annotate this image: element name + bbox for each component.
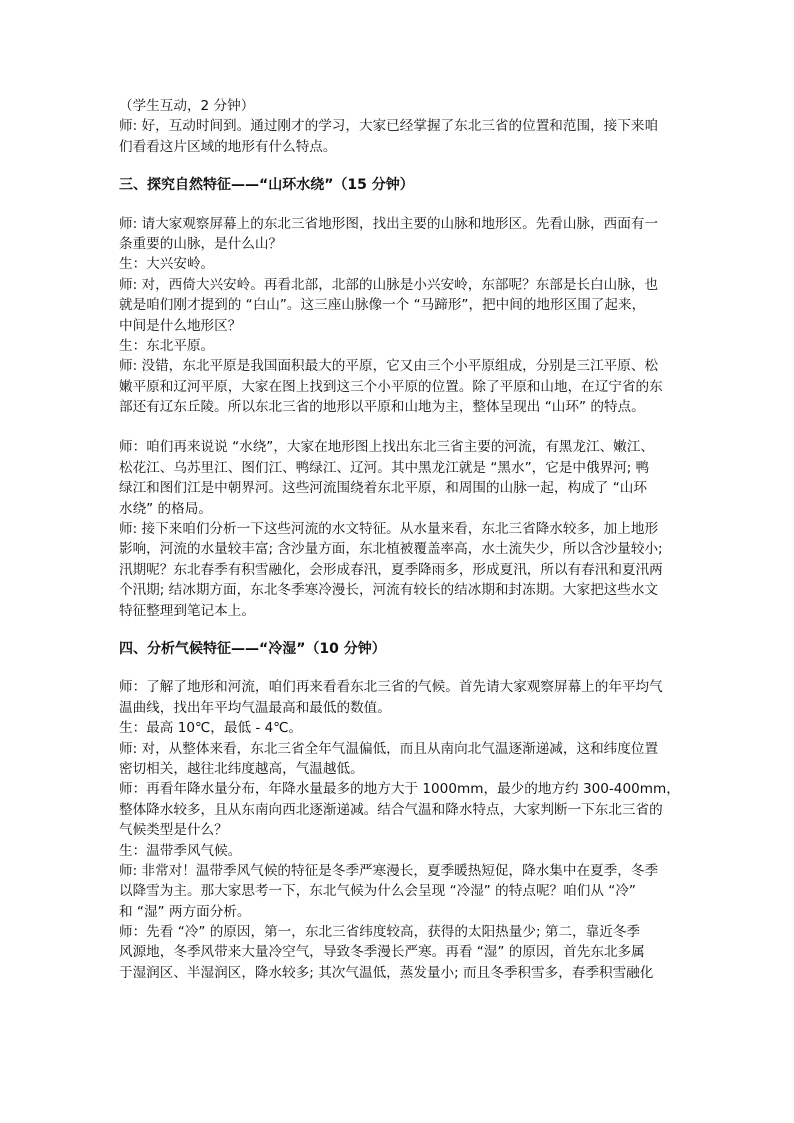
- text-line: 松花江、乌苏里江、图们江、鸭绿江、辽河。其中黑龙江就是 “黑水”，它是中俄界河; 鸭: [119, 459, 650, 476]
- text-line: 气候类型是什么？: [119, 822, 228, 839]
- text-line: 温曲线，找出年平均气温最高和最低的数值。: [119, 699, 391, 716]
- text-line: 密切相关，越往北纬度越高，气温越低。: [119, 760, 364, 777]
- text-line: 中间是什么地形区？: [119, 317, 242, 334]
- text-line: 师：咱们再来说说 “水绕”，大家在地形图上找出东北三省主要的河流，有黑龙江、嫩江、: [119, 439, 654, 456]
- spacer: [119, 196, 679, 214]
- text-line: 师: 好，互动时间到。通过刚才的学习，大家已经掌握了东北三省的位置和范围，接下来咱: [119, 118, 659, 135]
- spacer: [119, 659, 679, 677]
- text-line: 师: 没错，东北平原是我国面积最大的平原，它又由三个小平原组成，分别是三江平原、松: [119, 358, 659, 375]
- text-line: 生：最高 10℃，最低 - 4℃。: [119, 720, 303, 737]
- text-line: 师：了解了地形和河流，咱们再来看看东北三省的气候。首先请大家观察屏幕上的年平均气: [119, 679, 663, 696]
- text-line: 于湿润区、半湿润区，降水较多; 其次气温低，蒸发量小; 而且冬季积雪多，春季积雪融化: [119, 964, 654, 981]
- intro-paragraph: [119, 96, 679, 157]
- text-line: 绿江和图们江是中朝界河。这些河流围绕着东北平原，和周围的山脉一起，构成了 “山环: [119, 480, 647, 497]
- spacer: [119, 157, 679, 175]
- text-line: 师: 对，西倚大兴安岭。再看北部，北部的山脉是小兴安岭，东部呢？东部是长白山脉，也: [119, 276, 659, 293]
- text-line: 就是咱们刚才提到的 “白山”。这三座山脉像一个 “马蹄形”，把中间的地形区围了起来，: [119, 297, 646, 314]
- text-line: 生：温带季风气候。: [119, 842, 242, 859]
- document-page: [119, 96, 679, 983]
- text-line: 嫩平原和辽河平原，大家在图上找到这三个小平原的位置。除了平原和山地，在辽宁省的东: [119, 378, 663, 395]
- text-line: （学生互动，2 分钟）: [119, 98, 255, 114]
- text-line: 部还有辽东丘陵。所以东北三省的地形以平原和山地为主，整体呈现出 “山环” 的特点。: [119, 399, 645, 416]
- text-line: 特征整理到笔记本上。: [119, 602, 255, 619]
- text-line: 影响，河流的水量较丰富; 含沙量方面，东北植被覆盖率高，水土流失少，所以含沙量较小;: [119, 541, 663, 558]
- text-line: 师: 非常对！温带季风气候的特征是冬季严寒漫长，夏季暖热短促，降水集中在夏季，冬季: [119, 862, 659, 879]
- text-line: 个汛期; 结冰期方面，东北冬季寒冷漫长，河流有较长的结冰期和封冻期。大家把这些水文: [119, 582, 659, 599]
- terrain-paragraph: [119, 214, 679, 418]
- section-heading-4: 四、分析气候特征——“冷湿”（10 分钟）: [119, 640, 386, 657]
- text-line: 水绕” 的格局。: [119, 500, 212, 517]
- text-line: 生：东北平原。: [119, 337, 215, 354]
- text-line: 们看看这片区域的地形有什么特点。: [119, 138, 337, 155]
- section-heading-3: 三、探究自然特征——“山环水绕”（15 分钟）: [119, 177, 414, 194]
- text-line: 条重要的山脉，是什么山？: [119, 235, 283, 252]
- climate-paragraph: [119, 677, 679, 983]
- text-line: 师: 请大家观察屏幕上的东北三省地形图，找出主要的山脉和地形区。先看山脉，西面有一: [119, 215, 659, 232]
- text-line: 以降雪为主。那大家思考一下，东北气候为什么会呈现 “冷湿” 的特点呢？咱们从 “冷”: [119, 883, 636, 900]
- spacer: [119, 621, 679, 639]
- text-line: 整体降水较多，且从东南向西北逐渐递减。结合气温和降水特点，大家判断一下东北三省的: [119, 801, 663, 818]
- spacer: [119, 417, 679, 437]
- text-line: 生：大兴安岭。: [119, 256, 215, 273]
- rivers-paragraph: [119, 437, 679, 621]
- text-line: 师: 对，从整体来看，东北三省全年气温偏低，而且从南向北气温逐渐递减，这和纬度位置: [119, 740, 659, 757]
- text-line: 汛期呢？东北春季有积雪融化，会形成春汛，夏季降雨多，形成夏汛，所以有春汛和夏汛两: [119, 561, 663, 578]
- text-line: 和 “湿” 两方面分析。: [119, 903, 251, 920]
- text-line: 风源地，冬季风带来大量冷空气，导致冬季漫长严寒。再看 “湿” 的原因，首先东北多属: [119, 944, 645, 961]
- text-line: 师: 接下来咱们分析一下这些河流的水文特征。从水量来看，东北三省降水较多，加上地形: [119, 521, 659, 538]
- text-line: 师：再看年降水量分布，年降水量最多的地方大于 1000mm，最少的地方约 300-400mm，: [119, 781, 680, 798]
- text-line: 师：先看 “冷” 的原因，第一，东北三省纬度较高，获得的太阳热量少; 第二，靠近冬季: [119, 924, 641, 941]
